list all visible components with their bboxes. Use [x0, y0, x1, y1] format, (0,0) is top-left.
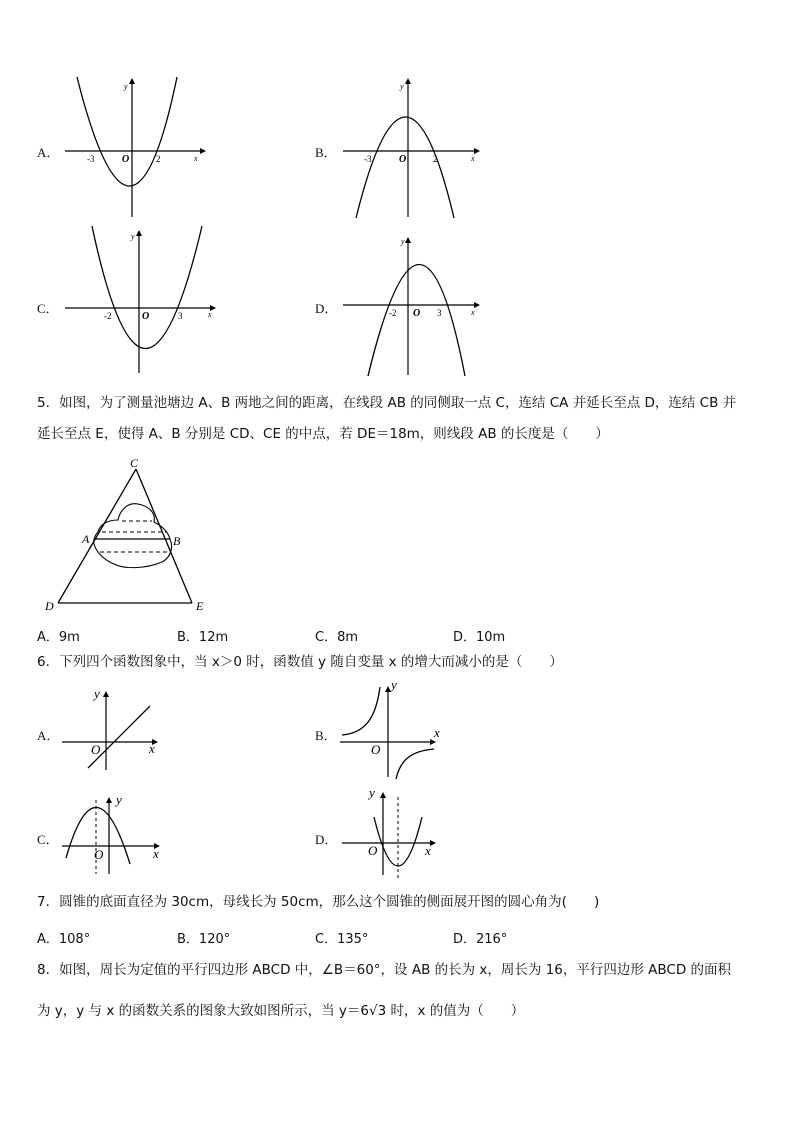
- y-axis-label: y: [131, 232, 135, 241]
- x-axis-label: x: [208, 310, 212, 319]
- q4-graph-d: [338, 233, 488, 378]
- q7-choice-b[interactable]: B．120°: [177, 932, 231, 947]
- q4-graph-b: [338, 75, 488, 220]
- q7-choice-c[interactable]: C．135°: [315, 932, 369, 947]
- q8-text-line-1: 8．如图，周长为定值的平行四边形 ABCD 中，∠B＝60°，设 AB 的长为 x，周长为 16，平行四边形 ABCD 的面积: [37, 962, 732, 978]
- y-axis-label: y: [116, 792, 122, 807]
- q5-choice-d[interactable]: D．10m: [453, 630, 506, 645]
- tick-neg2: -2: [389, 308, 397, 318]
- q6-graph-a: [58, 682, 168, 772]
- tick-neg3: -3: [87, 154, 95, 164]
- point-b-label: B: [173, 534, 181, 548]
- q7-choice-d[interactable]: D．216°: [453, 932, 508, 947]
- q6-option-b-label[interactable]: B．: [315, 728, 337, 743]
- y-axis-label: y: [94, 686, 100, 701]
- q6-option-a-label[interactable]: A．: [37, 728, 60, 743]
- q5-text-line-2: 延长至点 E，使得 A、B 分别是 CD、CE 的中点，若 DE＝18m，则线段 AB 的长度是（ ）: [37, 426, 609, 442]
- point-d-label: D: [45, 599, 54, 613]
- q4-option-b-label[interactable]: B．: [315, 145, 337, 160]
- origin-label: O: [142, 311, 150, 322]
- point-c-label: C: [130, 456, 139, 470]
- origin-label: O: [122, 154, 130, 165]
- x-axis-label: x: [471, 154, 475, 163]
- point-a-label: A: [82, 532, 90, 546]
- q6-text: 6．下列四个函数图象中，当 x＞0 时，函数值 y 随自变量 x 的增大而减小的是（ ）: [37, 654, 563, 670]
- y-axis-label: y: [124, 82, 128, 91]
- q6-graph-c: [58, 786, 173, 876]
- q5-choice-a[interactable]: A．9m: [37, 630, 80, 645]
- q6-graph-b: [338, 675, 453, 780]
- point-e-label: E: [196, 599, 204, 613]
- origin-label: O: [413, 308, 421, 319]
- x-axis-label: x: [471, 308, 475, 317]
- q6-option-c-label[interactable]: C．: [37, 832, 59, 847]
- tick-neg3: -3: [364, 154, 372, 164]
- origin-label: O: [368, 843, 378, 858]
- q5-choice-c[interactable]: C．8m: [315, 630, 359, 645]
- origin-label: O: [399, 154, 407, 165]
- q8-text-line-2: 为 y，y 与 x 的函数关系的图象大致如图所示，当 y＝6√3 时，x 的值为（ ）: [37, 1003, 525, 1019]
- q4-option-c-label[interactable]: C．: [37, 301, 59, 316]
- tick-neg2: -2: [104, 311, 112, 321]
- q4-option-a-label[interactable]: A．: [37, 145, 60, 160]
- y-axis-label: y: [369, 785, 375, 800]
- tick-3: 3: [437, 308, 442, 318]
- origin-label: O: [94, 847, 104, 862]
- x-axis-label: x: [434, 725, 440, 740]
- q6-graph-d: [338, 783, 448, 883]
- x-axis-label: x: [149, 741, 155, 756]
- q7-choice-a[interactable]: A．108°: [37, 932, 91, 947]
- q4-graph-a: [60, 75, 210, 220]
- q4-option-d-label[interactable]: D．: [315, 301, 338, 316]
- y-axis-label: y: [391, 677, 397, 692]
- y-axis-label: y: [400, 82, 404, 91]
- tick-2: 2: [156, 154, 161, 164]
- tick-3: 3: [178, 311, 183, 321]
- x-axis-label: x: [153, 846, 159, 861]
- q5-text-line-1: 5．如图，为了测量池塘边 A、B 两地之间的距离，在线段 AB 的同侧取一点 C，连结 CA 并延长至点 D，连结 CB 并: [37, 395, 737, 411]
- q5-triangle-figure: [38, 452, 218, 617]
- q4-graph-c: [60, 225, 220, 375]
- tick-2: 2: [433, 154, 438, 164]
- x-axis-label: x: [425, 843, 431, 858]
- x-axis-label: x: [194, 154, 198, 163]
- q6-option-d-label[interactable]: D．: [315, 832, 338, 847]
- origin-label: O: [371, 742, 381, 757]
- q7-text: 7．圆锥的底面直径为 30cm，母线长为 50cm，那么这个圆锥的侧面展开图的圆心角为( ): [37, 894, 600, 910]
- q5-choice-b[interactable]: B．12m: [177, 630, 229, 645]
- y-axis-label: y: [401, 237, 405, 246]
- origin-label: O: [91, 742, 101, 757]
